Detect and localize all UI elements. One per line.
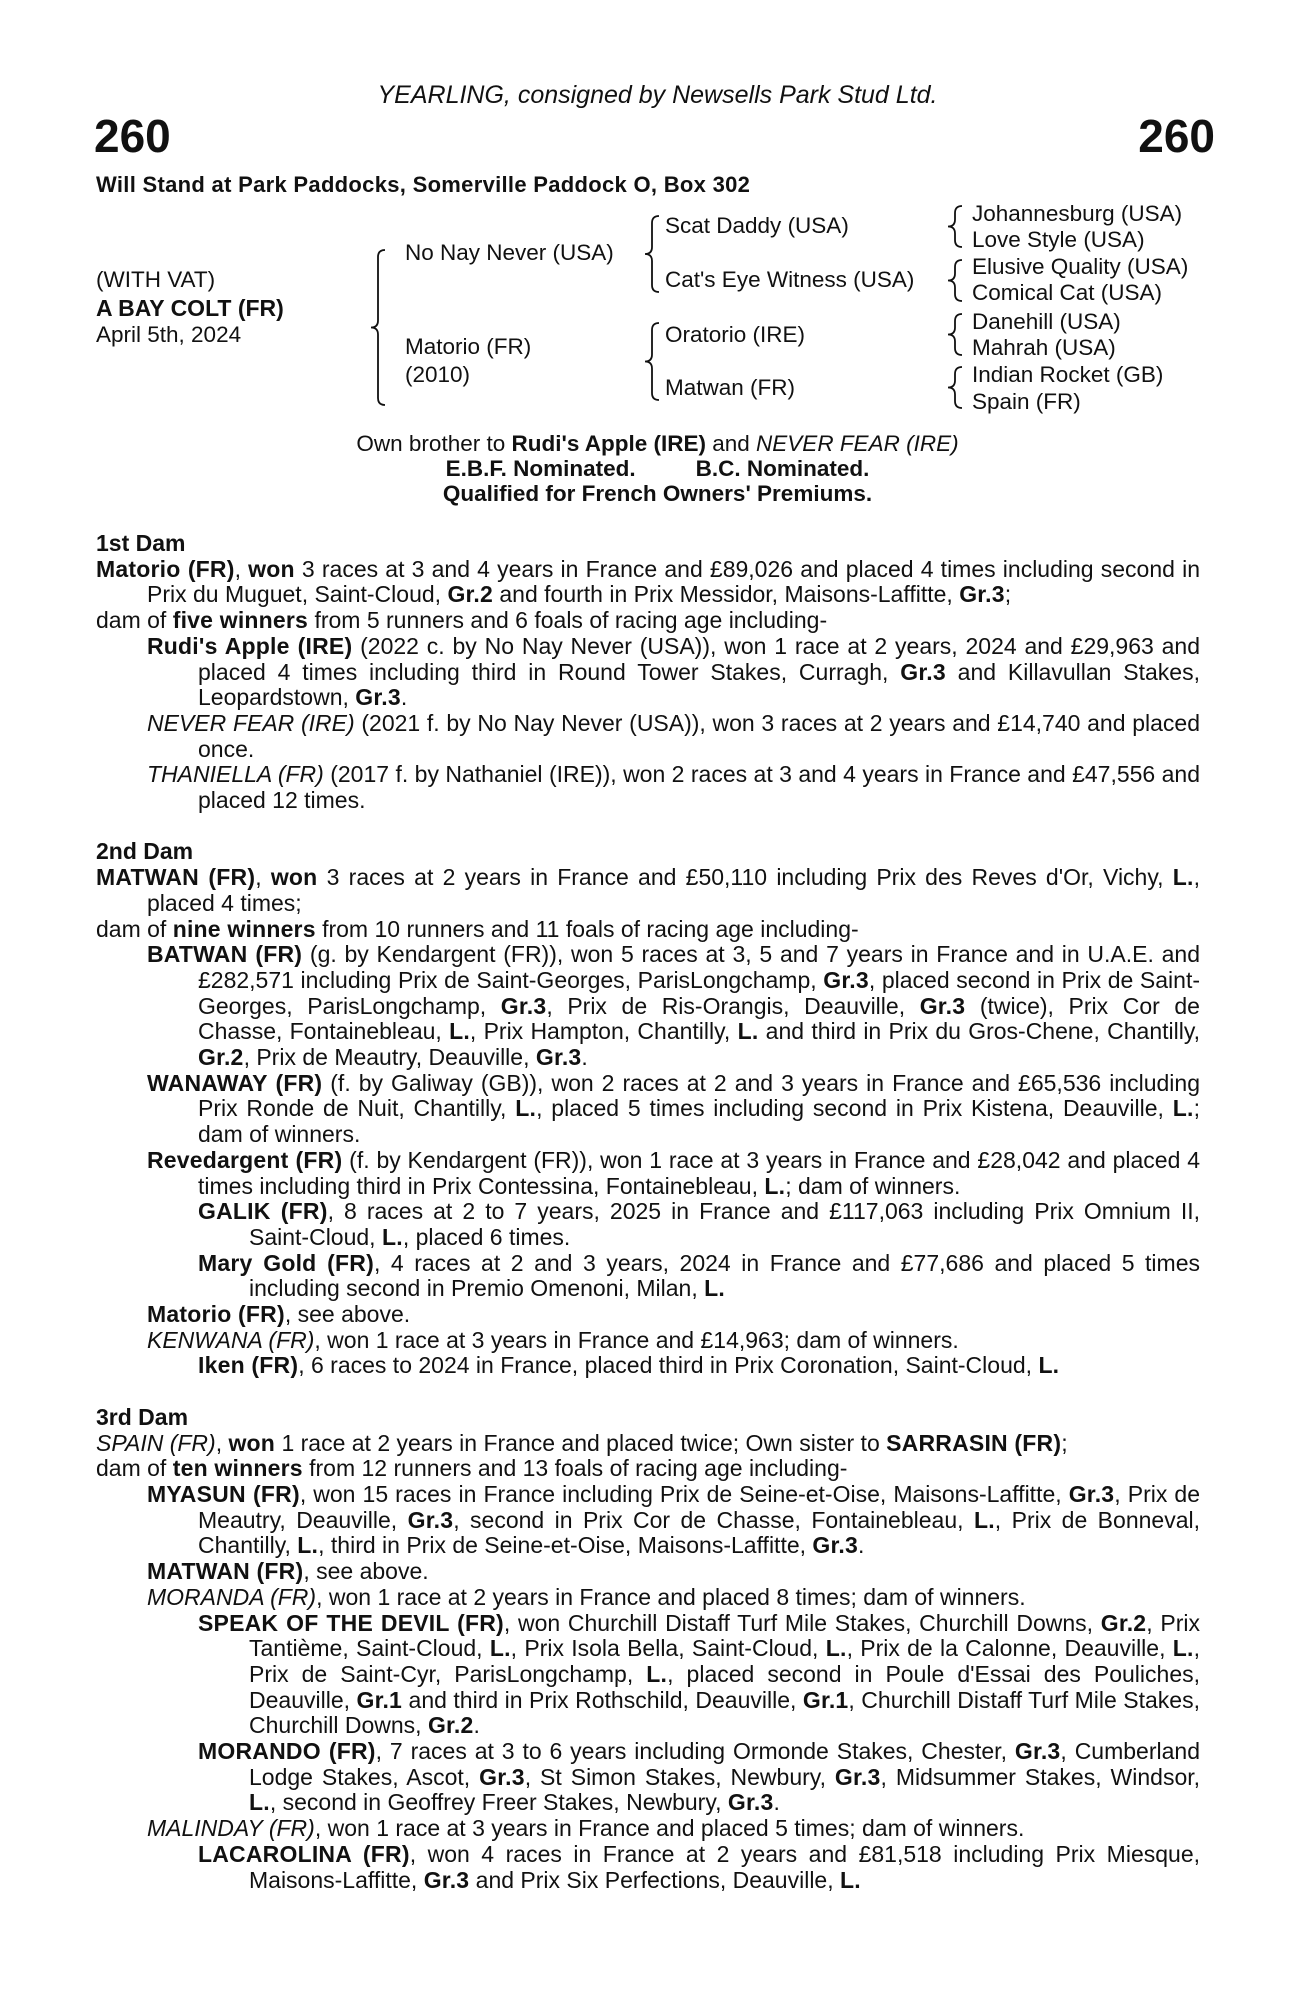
- bold-text: L.: [381, 1223, 403, 1250]
- pedigree-brace-sire: [645, 216, 659, 292]
- bold-text: Gr.3: [1014, 1738, 1061, 1765]
- race-record-entry: [96, 608, 1200, 634]
- horse-name: A BAY COLT (FR): [96, 295, 284, 321]
- text: 3 races at 2 years in France and £50,110 including Prix des Reves d'Or, Vichy,: [317, 864, 1173, 891]
- pedigree-brace-gen3: [948, 260, 962, 301]
- bold-text: L.: [249, 1789, 270, 1816]
- text: , 7 races at 3 to 6 years including Ormonde Stakes, Chester,: [375, 1738, 1015, 1765]
- bold-text: Gr.3: [919, 992, 966, 1019]
- race-record-entry: [96, 711, 1200, 762]
- text: (g. by Kendargent (FR)), won 5 races at 3, 5 and 7 years in France and in U.A.E. and £282,571 including Prix de Saint-Georges, ParisLongchamp,: [198, 941, 1200, 993]
- bold-text: L.: [646, 1660, 668, 1687]
- bold-text: Gr.3: [479, 1763, 525, 1790]
- race-record-entry: [96, 1816, 1200, 1842]
- text: , see above.: [303, 1558, 429, 1585]
- text: , placed 5 times including second in Prix Kistena, Deauville,: [536, 1095, 1173, 1122]
- bold-text: Gr.3: [727, 1789, 774, 1816]
- text: , second in Geoffrey Freer Stakes, Newbury,: [269, 1789, 728, 1816]
- bold-text: Gr.3: [355, 684, 401, 711]
- pedigree-gen3: Johannesburg (USA): [972, 201, 1183, 226]
- bold-text: Gr.2: [447, 581, 493, 608]
- text: and Prix Six Perfections, Deauville,: [469, 1866, 840, 1893]
- text: (f. by Kendargent (FR)), won 1 race at 3 years in France and £28,042 and placed 4 times including third in Prix Contessina, Fontainebleau,: [198, 1146, 1200, 1199]
- text: and third in Prix du Gros-Chene, Chantilly,: [758, 1018, 1201, 1045]
- text: dam of: [96, 915, 173, 942]
- bold-text: Matorio (FR): [96, 555, 235, 582]
- bold-text: L.: [515, 1095, 537, 1122]
- bold-text: Gr.2: [427, 1712, 474, 1739]
- text: , second in Prix Cor de Chasse, Fontainebleau,: [453, 1506, 974, 1533]
- text: , Prix de la Calonne, Deauville,: [846, 1635, 1173, 1662]
- pedigree-gen2: Oratorio (IRE): [665, 322, 806, 347]
- text: ;: [1004, 581, 1012, 608]
- bold-text: L.: [1172, 1635, 1194, 1662]
- text: , Prix de Meautry, Deauville,: [198, 1480, 1200, 1533]
- bold-text: Gr.3: [812, 1532, 858, 1559]
- race-record-entry: [96, 942, 1200, 1071]
- dam-section: [96, 531, 1200, 814]
- bold-text: L.: [840, 1866, 861, 1893]
- pedigree-dam: Matorio (FR): [405, 334, 532, 359]
- text: .: [857, 1532, 865, 1559]
- section-title: 1st Dam: [96, 530, 186, 556]
- lot-number-left: 260: [94, 110, 171, 162]
- text: 3 races at 3 and 4 years in France and £89,026 and placed 4 times including second in Prix du Muguet, Saint-Cloud,: [147, 555, 1200, 608]
- bold-text: Mary Gold (FR): [198, 1249, 374, 1276]
- text: ; dam of winners.: [785, 1172, 961, 1199]
- sibling-name: NEVER FEAR (IRE): [756, 431, 959, 456]
- text: , won 1 race at 3 years in France and placed 5 times; dam of winners.: [314, 1815, 1025, 1842]
- text: , Prix de Ris-Orangis, Deauville,: [546, 992, 920, 1019]
- bold-text: won: [248, 555, 295, 582]
- text: 1 race at 2 years in France and placed twice; Own sister to: [275, 1429, 887, 1456]
- text: , Prix Hampton, Chantilly,: [469, 1018, 738, 1045]
- text: , Churchill Distaff Turf Mile Stakes, Churchill Downs,: [249, 1686, 1200, 1739]
- race-record-entry: [96, 557, 1200, 608]
- race-record-entry: [96, 1353, 1200, 1379]
- text: , won 15 races in France including Prix de Seine-et-Oise, Maisons-Laffitte,: [299, 1480, 1069, 1507]
- pedigree-sire: No Nay Never (USA): [405, 240, 614, 265]
- note-text: Own brother to: [356, 431, 512, 456]
- text: , Prix de Bonneval, Chantilly,: [198, 1506, 1200, 1559]
- ebf-nomination: E.B.F. Nominated.: [445, 456, 636, 481]
- text: and fourth in Prix Messidor, Maisons-Laffitte,: [493, 581, 960, 608]
- bold-text: Revedargent (FR): [147, 1146, 343, 1173]
- text: , third in Prix de Seine-et-Oise, Maisons-Laffitte,: [318, 1532, 813, 1559]
- race-record-entry: [96, 1302, 1200, 1328]
- text: from 12 runners and 13 foals of racing age including-: [302, 1455, 848, 1482]
- bold-text: won: [228, 1429, 276, 1456]
- pedigree-gen2: Matwan (FR): [665, 375, 796, 400]
- text: ,: [255, 864, 271, 891]
- bold-text: GALIK (FR): [198, 1198, 328, 1225]
- bold-text: L.: [489, 1635, 511, 1662]
- bold-text: L.: [825, 1635, 847, 1662]
- race-record-entry: [96, 1842, 1200, 1893]
- text: .: [773, 1789, 780, 1816]
- bold-text: Gr.3: [407, 1506, 454, 1533]
- text: , Prix de Meautry, Deauville,: [243, 1044, 536, 1071]
- bold-text: L.: [1172, 1095, 1194, 1122]
- text: , won 4 races in France at 2 years and £81,518 including Prix Miesque, Maisons-Laffitte,: [249, 1840, 1200, 1893]
- text: ; dam of winners.: [198, 1095, 1200, 1148]
- bold-text: Iken (FR): [198, 1352, 299, 1379]
- bold-text: L.: [704, 1275, 725, 1302]
- text: , Prix Isola Bella, Saint-Cloud,: [510, 1635, 826, 1662]
- bold-text: Gr.3: [500, 992, 547, 1019]
- text: and third in Prix Rothschild, Deauville,: [402, 1686, 803, 1713]
- race-record-entry: [96, 1456, 1200, 1482]
- race-record-entry: [96, 1071, 1200, 1148]
- race-record-entry: [96, 634, 1200, 711]
- bold-text: SPEAK OF THE DEVIL (FR): [198, 1609, 504, 1636]
- race-record-entry: [96, 1251, 1200, 1302]
- text: , Prix Tantième, Saint-Cloud,: [249, 1609, 1201, 1662]
- race-record-entry: [96, 1559, 1200, 1585]
- race-record-entry: [96, 762, 1200, 813]
- text: , Cumberland Lodge Stakes, Ascot,: [249, 1738, 1200, 1790]
- bold-text: Gr.1: [356, 1686, 403, 1713]
- bold-text: nine winners: [172, 915, 316, 942]
- dam-section: [96, 1405, 1200, 1893]
- bold-text: L.: [737, 1018, 759, 1045]
- bc-nomination: B.C. Nominated.: [695, 456, 870, 481]
- bold-text: MATWAN (FR): [147, 1558, 304, 1585]
- bold-text: WANAWAY (FR): [147, 1069, 323, 1096]
- bold-text: Gr.3: [1068, 1480, 1115, 1507]
- text: , Midsummer Stakes, Windsor,: [880, 1763, 1201, 1790]
- pedigree-brace-dam: [645, 323, 659, 400]
- bold-text: Gr.3: [423, 1866, 470, 1893]
- text: , placed 6 times.: [402, 1223, 571, 1250]
- nominations: [0, 456, 1315, 482]
- pedigree-brace-gen3: [948, 367, 962, 408]
- bold-text: Gr.1: [802, 1686, 849, 1713]
- text: (2021 f. by No Nay Never (USA)), won 3 races at 2 years and £14,740 and placed once.: [198, 709, 1200, 762]
- sibling-name: Rudi's Apple (IRE): [511, 431, 706, 456]
- bold-text: won: [270, 864, 318, 891]
- text: , 6 races to 2024 in France, placed third in Prix Coronation, Saint-Cloud,: [298, 1352, 1039, 1379]
- text: ;: [1061, 1429, 1068, 1456]
- text: .: [581, 1044, 588, 1071]
- text: , placed second in Poule d'Essai des Pouliches, Deauville,: [249, 1660, 1201, 1713]
- foaling-date: April 5th, 2024: [96, 322, 242, 347]
- bold-text: L.: [1172, 864, 1194, 891]
- bold-text: Gr.3: [959, 581, 1005, 608]
- italic-text: THANIELLA (FR): [147, 761, 324, 788]
- pedigree-dam-year: (2010): [405, 362, 471, 387]
- pedigree-gen3: Elusive Quality (USA): [972, 254, 1189, 279]
- bold-text: BATWAN (FR): [147, 941, 303, 968]
- text: dam of: [96, 607, 173, 634]
- text: , see above.: [284, 1301, 411, 1328]
- premiums-note: Qualified for French Owners' Premiums.: [442, 481, 873, 506]
- pedigree-brace-gen3: [948, 314, 962, 355]
- pedigree-gen3: Danehill (USA): [972, 309, 1121, 334]
- text: (2017 f. by Nathaniel (IRE)), won 2 races at 3 and 4 years in France and £47,556 and placed 12 times.: [198, 761, 1200, 814]
- text: , 8 races at 2 to 7 years, 2025 in France and £117,063 including Prix Omnium II, Saint-Cloud,: [249, 1198, 1200, 1250]
- note-text: and: [706, 431, 757, 456]
- bold-text: LACAROLINA (FR): [198, 1840, 410, 1867]
- bold-text: ten winners: [172, 1455, 303, 1482]
- bold-text: L.: [449, 1018, 470, 1045]
- text: , Prix de Saint-Cyr, ParisLongchamp,: [249, 1635, 1200, 1687]
- text: .: [400, 684, 408, 711]
- pedigree-gen2: Scat Daddy (USA): [665, 213, 849, 238]
- race-record-entry: [96, 1199, 1200, 1250]
- text: , placed second in Prix de Saint-Georges, ParisLongchamp,: [198, 966, 1200, 1019]
- bold-text: Matorio (FR): [147, 1301, 285, 1328]
- bold-text: L.: [973, 1506, 995, 1533]
- dam-section: [96, 839, 1200, 1379]
- lot-number-right: 260: [1138, 110, 1215, 162]
- italic-text: MORANDA (FR): [147, 1583, 317, 1610]
- bold-text: Gr.3: [834, 1763, 881, 1790]
- bold-text: Gr.2: [1100, 1609, 1147, 1636]
- text: (2022 c. by No Nay Never (USA)), won 1 race at 2 years, 2024 and £29,963 and placed 4 times including third in Round Tower Stakes, Curragh,: [198, 632, 1201, 685]
- bold-text: five winners: [172, 607, 309, 634]
- race-record-entry: [96, 1431, 1200, 1457]
- pedigree-gen3: Comical Cat (USA): [972, 280, 1163, 305]
- section-title: 3rd Dam: [96, 1403, 189, 1430]
- pedigree-gen2: Cat's Eye Witness (USA): [665, 267, 915, 292]
- consignment-header: YEARLING, consigned by Newsells Park Stud Ltd.: [377, 81, 938, 109]
- bold-text: Rudi's Apple (IRE): [147, 632, 353, 659]
- pedigree-gen3: Indian Rocket (GB): [972, 362, 1164, 387]
- text: from 10 runners and 11 foals of racing age including-: [315, 915, 859, 942]
- race-record-entry: [96, 1148, 1200, 1199]
- race-record-entry: [96, 1739, 1200, 1816]
- pedigree-gen3: Love Style (USA): [972, 227, 1145, 252]
- race-record-entry: [96, 865, 1200, 916]
- text: , won Churchill Distaff Turf Mile Stakes, Churchill Downs,: [503, 1609, 1101, 1636]
- italic-text: MALINDAY (FR): [147, 1815, 315, 1842]
- bold-text: MORANDO (FR): [198, 1738, 376, 1765]
- text: , placed 4 times;: [147, 864, 1201, 916]
- pedigree-gen3: Spain (FR): [972, 389, 1081, 414]
- race-record-entry: [96, 1585, 1200, 1611]
- text: ,: [215, 1429, 229, 1456]
- text: , won 1 race at 2 years in France and placed 8 times; dam of winners.: [316, 1583, 1026, 1610]
- text: , 4 races at 2 and 3 years, 2024 in France and £77,686 and placed 5 times including second in Premio Omenoni, Milan,: [249, 1249, 1200, 1302]
- stabling-location: Will Stand at Park Paddocks, Somerville Paddock O, Box 302: [96, 172, 751, 197]
- bold-text: MYASUN (FR): [147, 1480, 300, 1507]
- pedigree-gen3: Mahrah (USA): [972, 335, 1116, 360]
- bold-text: Gr.3: [535, 1044, 582, 1071]
- bold-text: L.: [764, 1172, 786, 1199]
- pedigree-brace-main: [371, 250, 385, 405]
- italic-text: NEVER FEAR (IRE): [147, 709, 355, 736]
- section-title: 2nd Dam: [96, 838, 194, 865]
- italic-text: KENWANA (FR): [147, 1326, 315, 1353]
- bold-text: Gr.3: [900, 658, 946, 685]
- race-record-entry: [96, 1611, 1200, 1740]
- race-record-entry: [96, 1482, 1200, 1559]
- text: .: [473, 1712, 480, 1739]
- text: , St Simon Stakes, Newbury,: [524, 1763, 835, 1790]
- pedigree-brace-gen3: [948, 206, 962, 247]
- bold-text: Gr.3: [823, 966, 869, 993]
- text: ,: [234, 555, 249, 582]
- text: from 5 runners and 6 foals of racing age including-: [308, 607, 828, 634]
- vat-label: (WITH VAT): [96, 267, 216, 292]
- text: and Killavullan Stakes, Leopardstown,: [198, 658, 1200, 711]
- race-record-entry: [96, 1328, 1200, 1354]
- bold-text: Gr.2: [198, 1044, 244, 1071]
- bold-text: MATWAN (FR): [96, 864, 256, 891]
- bold-text: SARRASIN (FR): [886, 1429, 1062, 1456]
- bold-text: L.: [297, 1532, 319, 1559]
- text: , won 1 race at 3 years in France and £14,963; dam of winners.: [314, 1326, 959, 1353]
- dam-lines: [96, 531, 1200, 1919]
- italic-text: SPAIN (FR): [96, 1429, 216, 1456]
- text: (f. by Galiway (GB)), won 2 races at 2 and 3 years in France and £65,536 including Prix Ronde de Nuit, Chantilly,: [198, 1069, 1200, 1122]
- race-record-entry: [96, 917, 1200, 943]
- text: dam of: [96, 1455, 173, 1482]
- own-brother-note: [0, 431, 1315, 457]
- text: (twice), Prix Cor de Chasse, Fontainebleau,: [198, 992, 1200, 1045]
- bold-text: L.: [1038, 1352, 1060, 1379]
